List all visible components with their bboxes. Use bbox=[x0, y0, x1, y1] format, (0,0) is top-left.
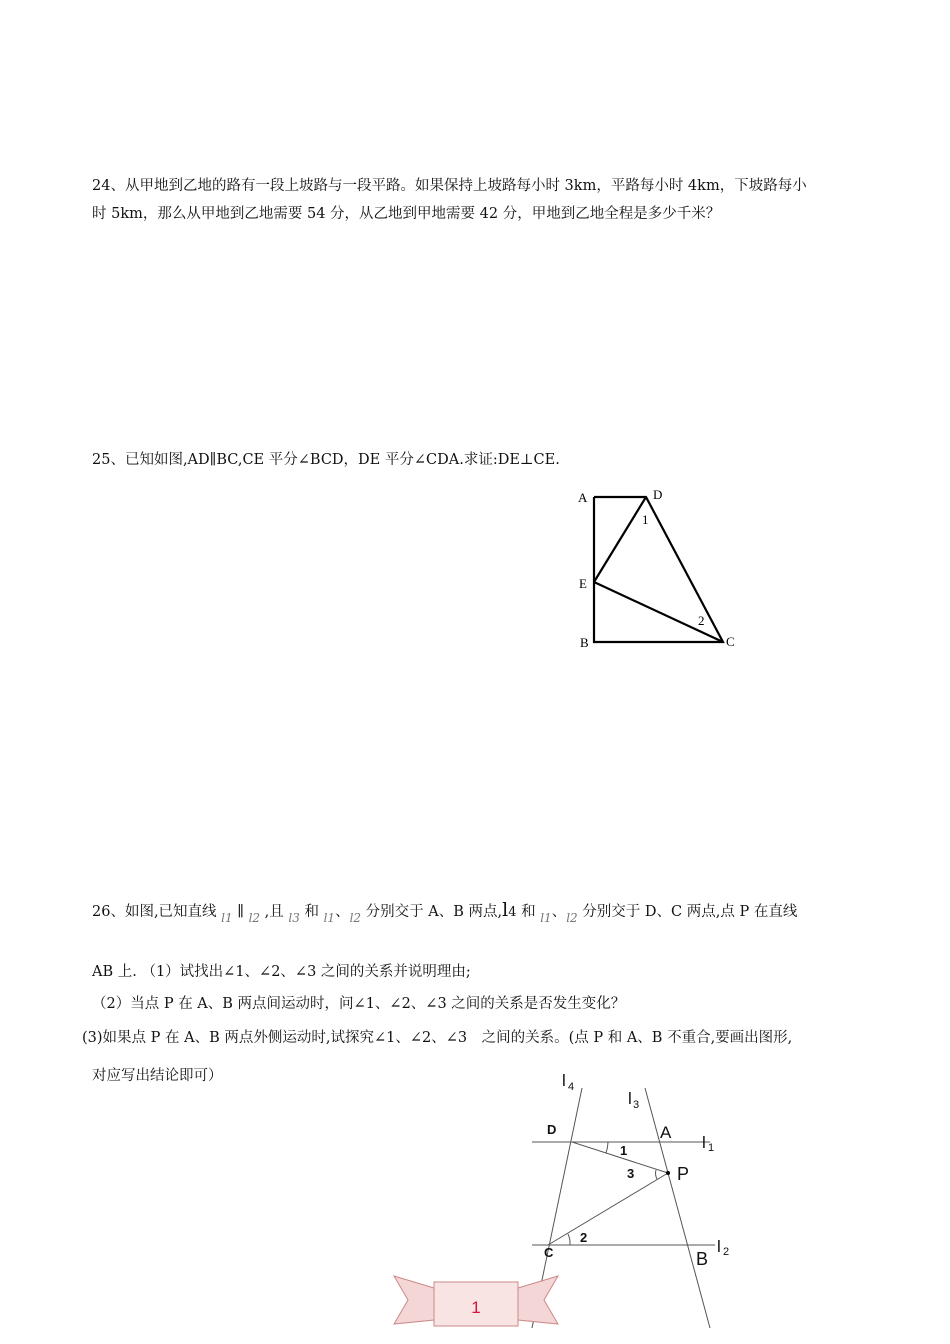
question-26-line-3: （2）当点 P 在 A、B 两点间运动时，问∠1、∠2、∠3 之间的关系是否发生变化？ bbox=[92, 996, 626, 1012]
label-b: B bbox=[580, 635, 589, 650]
label-l3-sub: 3 bbox=[633, 1099, 640, 1111]
q26-parallel: ∥ bbox=[237, 904, 244, 920]
question-24 bbox=[92, 172, 807, 228]
symbol-l1: l1 bbox=[323, 911, 336, 925]
segment-ec bbox=[594, 582, 723, 642]
question-25-figure bbox=[560, 480, 760, 660]
question-26-line-1 bbox=[92, 896, 797, 927]
ribbon-right-tail bbox=[518, 1276, 558, 1324]
label-d: D bbox=[653, 487, 663, 502]
label-angle-3: 3 bbox=[627, 1166, 635, 1181]
label-e: E bbox=[579, 576, 587, 591]
label-c: C bbox=[726, 634, 735, 649]
label-angle-1: 1 bbox=[620, 1143, 628, 1158]
label-l3: l bbox=[628, 1089, 632, 1108]
segment-ed bbox=[594, 497, 646, 582]
q26-text-5: 分别交于 A、B 两点, bbox=[365, 904, 503, 920]
label-a: A bbox=[578, 490, 588, 505]
q26-text-4b: 、 bbox=[551, 904, 567, 920]
label-angle-1: 1 bbox=[642, 512, 649, 527]
symbol-l1: l1 bbox=[540, 911, 552, 925]
question-25-text: 25、已知如图,AD∥BC,CE 平分∠BCD，DE 平分∠CDA.求证:DE⊥CE. bbox=[92, 452, 560, 468]
point-p bbox=[666, 1171, 670, 1175]
q26-text-7: 分别交于 D、C 两点,点 P 在直线 bbox=[582, 904, 798, 920]
question-24-line-2: 时 5km，那么从甲地到乙地需要 54 分，从乙地到甲地需要 42 分，甲地到乙地全程是多少千米？ bbox=[92, 206, 721, 222]
label-a: A bbox=[660, 1123, 672, 1142]
label-angle-2: 2 bbox=[698, 613, 705, 628]
q26-text-4: 、 bbox=[335, 904, 350, 920]
q26-text-3: 和 bbox=[304, 904, 319, 920]
symbol-l2: l2 bbox=[248, 911, 261, 925]
label-d: D bbox=[547, 1122, 557, 1137]
label-l4: l bbox=[562, 1071, 566, 1090]
label-p: P bbox=[677, 1164, 690, 1184]
page-number-ribbon bbox=[392, 1272, 560, 1332]
label-l1-sub: 1 bbox=[708, 1142, 715, 1154]
q26-text-6: 和 bbox=[521, 904, 536, 920]
question-26-line-4: (3)如果点 P 在 A、B 两点外侧运动时,试探究∠1、∠2、∠3 之间的关系。(点 P 和 A、B 不重合,要画出图形, bbox=[82, 1030, 793, 1046]
question-26-line-5: 对应写出结论即可） bbox=[92, 1068, 223, 1084]
line-l3 bbox=[645, 1088, 710, 1328]
symbol-l1: l1 bbox=[221, 911, 233, 925]
angle-arc-3 bbox=[656, 1170, 657, 1179]
symbol-l4-sub: 4 bbox=[508, 905, 517, 920]
label-l2: l bbox=[717, 1237, 721, 1256]
angle-arc-2 bbox=[568, 1234, 570, 1245]
page-number: 1 bbox=[471, 1298, 481, 1317]
label-c: C bbox=[544, 1245, 554, 1260]
question-24-line-1: 24、从甲地到乙地的路有一段上坡路与一段平路。如果保持上坡路每小时 3km，平路每小时 4km，下坡路每小 bbox=[92, 178, 807, 194]
symbol-l2: l2 bbox=[566, 911, 578, 925]
label-l1: l bbox=[702, 1133, 706, 1152]
symbol-l4: l bbox=[502, 899, 509, 921]
symbol-l2: l2 bbox=[349, 911, 362, 925]
label-angle-2: 2 bbox=[580, 1230, 588, 1245]
segment-cp bbox=[548, 1173, 668, 1245]
symbol-l3: l3 bbox=[288, 911, 300, 925]
question-26-line-2: AB 上. （1）试找出∠1、∠2、∠3 之间的关系并说明理由; bbox=[92, 964, 471, 980]
label-l2-sub: 2 bbox=[723, 1246, 730, 1258]
label-l4-sub: 4 bbox=[568, 1081, 575, 1093]
angle-arc-1 bbox=[606, 1142, 608, 1153]
q26-text-1: 26、如图,已知直线 bbox=[92, 904, 217, 920]
question-25 bbox=[92, 446, 560, 474]
ribbon-left-tail bbox=[394, 1276, 434, 1324]
q26-text-2: ,且 bbox=[264, 904, 284, 920]
label-b: B bbox=[696, 1249, 709, 1269]
